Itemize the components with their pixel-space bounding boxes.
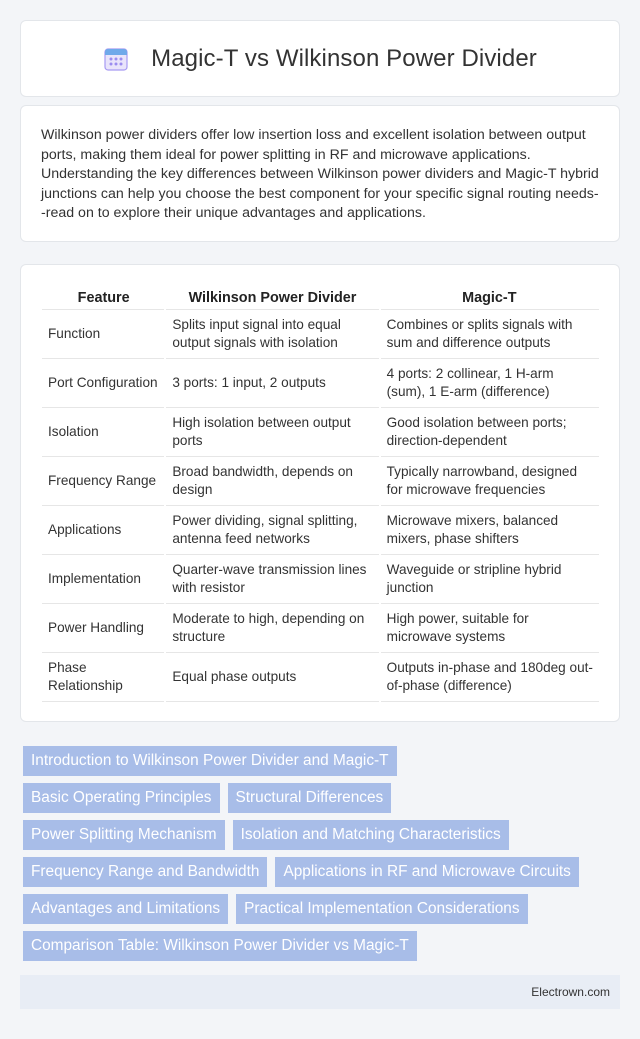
tag-link[interactable]: Comparison Table: Wilkinson Power Divider vs Magic-T [23,931,417,961]
tag-link[interactable]: Practical Implementation Considerations [236,894,527,924]
wilkinson-cell: Equal phase outputs [165,653,379,702]
comparison-table [42,285,599,702]
table-row [42,555,599,604]
feature-cell: Implementation [42,555,165,604]
table-row [42,359,599,408]
magic-t-cell: 4 ports: 2 collinear, 1 H-arm (sum), 1 E-arm (difference) [380,359,599,408]
header-wilkinson: Wilkinson Power Divider [165,285,379,310]
feature-cell: Port Configuration [42,359,165,408]
tag-link[interactable]: Introduction to Wilkinson Power Divider and Magic-T [23,746,397,776]
title-card [20,20,620,97]
wilkinson-cell: Splits input signal into equal output signals with isolation [165,310,379,359]
feature-cell: Function [42,310,165,359]
comparison-table-card [20,264,620,722]
footer [20,975,620,1009]
magic-t-cell: High power, suitable for microwave systems [380,604,599,653]
wilkinson-cell: 3 ports: 1 input, 2 outputs [165,359,379,408]
wilkinson-cell: Broad bandwidth, depends on design [165,457,379,506]
magic-t-cell: Microwave mixers, balanced mixers, phase shifters [380,506,599,555]
table-header-row [42,285,599,310]
calendar-grid-icon [103,46,129,72]
table-row [42,408,599,457]
table-row [42,457,599,506]
wilkinson-cell: Power dividing, signal splitting, antenna feed networks [165,506,379,555]
intro-card [20,105,620,242]
footer-site-name[interactable]: Electrown.com [531,985,610,999]
table-row [42,506,599,555]
page-title: Magic-T vs Wilkinson Power Divider [151,44,537,72]
tag-link[interactable]: Power Splitting Mechanism [23,820,225,850]
magic-t-cell: Outputs in-phase and 180deg out-of-phase (difference) [380,653,599,702]
tag-link[interactable]: Isolation and Matching Characteristics [233,820,509,850]
magic-t-cell: Combines or splits signals with sum and difference outputs [380,310,599,359]
table-row [42,604,599,653]
feature-cell: Power Handling [42,604,165,653]
feature-cell: Phase Relationship [42,653,165,702]
tag-link[interactable]: Structural Differences [228,783,392,813]
header-feature: Feature [42,285,165,310]
table-row [42,310,599,359]
magic-t-cell: Good isolation between ports; direction-dependent [380,408,599,457]
feature-cell: Frequency Range [42,457,165,506]
feature-cell: Isolation [42,408,165,457]
tag-link[interactable]: Applications in RF and Microwave Circuits [275,857,578,887]
tag-link[interactable]: Basic Operating Principles [23,783,220,813]
wilkinson-cell: Moderate to high, depending on structure [165,604,379,653]
magic-t-cell: Waveguide or stripline hybrid junction [380,555,599,604]
tag-link[interactable]: Advantages and Limitations [23,894,228,924]
wilkinson-cell: High isolation between output ports [165,408,379,457]
tag-link[interactable]: Frequency Range and Bandwidth [23,857,267,887]
topic-tags [23,746,623,968]
wilkinson-cell: Quarter-wave transmission lines with resistor [165,555,379,604]
table-row [42,653,599,702]
feature-cell: Applications [42,506,165,555]
intro-paragraph: Wilkinson power dividers offer low insertion loss and excellent isolation between output ports, making them ideal for power splitting in RF and microwave applications. Understanding the key differences between Wilkinson power dividers and Magic-T hybrid junctions can help you choose the best component for your specific signal routing needs--read on to explore their unique advantages and applications. [41,127,599,222]
magic-t-cell: Typically narrowband, designed for microwave frequencies [380,457,599,506]
header-magic-t: Magic-T [380,285,599,310]
